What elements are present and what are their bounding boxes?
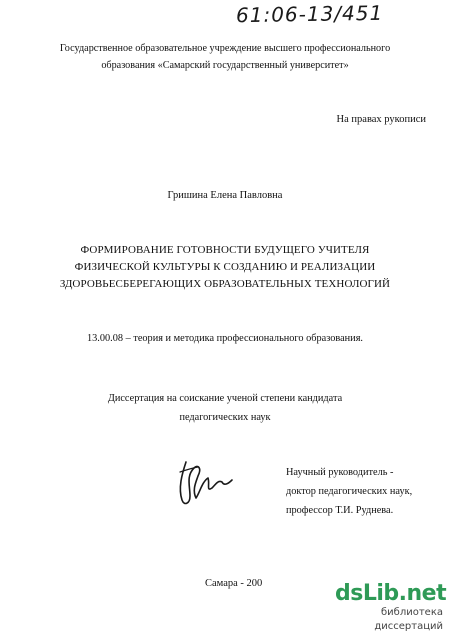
rights-note: На правах рукописи bbox=[336, 114, 426, 125]
degree-line-1: Диссертация на соискание ученой степени кандидата bbox=[107, 393, 343, 404]
supervisor-line-2: доктор педагогических наук, bbox=[286, 486, 413, 497]
supervisor-line-3: профессор Т.И. Руднева. bbox=[286, 505, 394, 516]
scientific-supervisor bbox=[286, 463, 412, 520]
specialty-code: 13.00.08 – теория и методика профессионального образования. bbox=[87, 333, 363, 344]
degree-statement bbox=[0, 389, 450, 427]
degree-line-2: педагогических наук bbox=[179, 412, 271, 423]
handwritten-signature bbox=[172, 454, 236, 510]
city-year: Самара - 200 bbox=[205, 578, 263, 589]
watermark-logo: dsLib.net bbox=[335, 581, 447, 606]
organization-header bbox=[0, 40, 450, 74]
title-line-3: ЗДОРОВЬЕСБЕРЕГАЮЩИХ ОБРАЗОВАТЕЛЬНЫХ ТЕХНОЛОГИЙ bbox=[59, 278, 391, 290]
watermark-tagline: библиотека диссертаций bbox=[374, 607, 443, 632]
supervisor-line-1: Научный руководитель - bbox=[286, 467, 394, 478]
organization-line-2: образования «Самарский государственный университет» bbox=[101, 60, 349, 71]
title-line-1: ФОРМИРОВАНИЕ ГОТОВНОСТИ БУДУЩЕГО УЧИТЕЛЯ bbox=[80, 244, 370, 256]
dissertation-title bbox=[0, 242, 450, 293]
title-line-2: ФИЗИЧЕСКОЙ КУЛЬТУРЫ К СОЗДАНИЮ И РЕАЛИЗАЦИИ bbox=[74, 261, 376, 273]
dslib-watermark bbox=[335, 582, 447, 630]
handwritten-stamp-code: 61:06-13/451 bbox=[235, 0, 384, 28]
author-name: Гришина Елена Павловна bbox=[167, 190, 283, 201]
organization-line-1: Государственное образовательное учреждение высшего профессионального bbox=[59, 43, 391, 54]
